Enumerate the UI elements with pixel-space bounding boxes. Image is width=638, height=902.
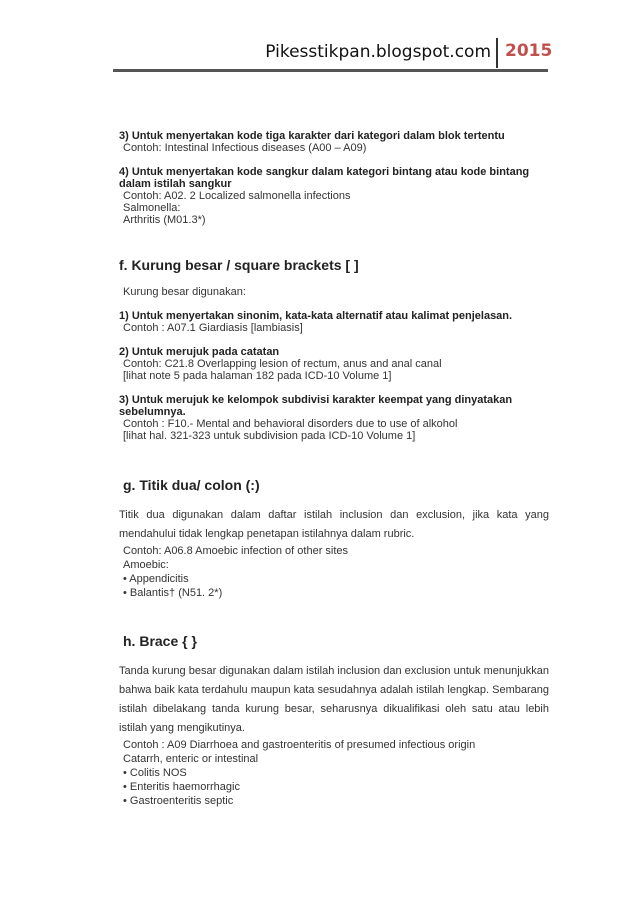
section-f-item3-title-line1: 3) Untuk merujuk ke kelompok subdivisi karakter keempat yang dinyatakan	[119, 394, 513, 406]
header-year: 2015	[505, 41, 553, 61]
section-g-paragraph: Titik dua digunakan dalam daftar istilah inclusion dan exclusion, jika kata yang mendahului tidak lengkap penetapan istilahnya dalam rubric.	[119, 509, 549, 540]
header-separator	[496, 38, 498, 68]
item4-title-line2: dalam istilah sangkur	[119, 178, 232, 190]
section-g-example-3: • Appendicitis	[123, 573, 189, 585]
section-h-example-5: • Gastroenteritis septic	[123, 795, 234, 807]
section-f-item2-example-1: Contoh: C21.8 Overlapping lesion of rectum, anus and anal canal	[123, 358, 442, 370]
section-f-intro: Kurung besar digunakan:	[123, 286, 246, 298]
section-g-example-1: Contoh: A06.8 Amoebic infection of other sites	[123, 545, 349, 557]
section-h-example-4: • Enteritis haemorrhagic	[123, 781, 240, 793]
section-h-example-1: Contoh : A09 Diarrhoea and gastroenteritis of presumed infectious origin	[123, 739, 476, 751]
item4-title-line1: 4) Untuk menyertakan kode sangkur dalam kategori bintang atau kode bintang	[119, 166, 530, 178]
section-g-example-4: • Balantis† (N51. 2*)	[123, 587, 223, 599]
item4-example-1: Contoh: A02. 2 Localized salmonella infections	[123, 190, 351, 202]
section-f-item2-example-2: [lihat note 5 pada halaman 182 pada ICD-10 Volume 1]	[123, 370, 392, 382]
header-rule	[113, 69, 548, 72]
item4-example-2: Salmonella:	[123, 202, 181, 214]
header-site-name: Pikesstikpan.blogspot.com	[265, 42, 491, 62]
page-header	[0, 38, 638, 72]
section-f-item3-title-line2: sebelumnya.	[119, 406, 186, 418]
section-f-item3-example-1: Contoh : F10.- Mental and behavioral disorders due to use of alkohol	[123, 418, 458, 430]
section-h-heading: h. Brace { }	[123, 633, 197, 649]
section-f-item3-example-2: [lihat hal. 321-323 untuk subdivision pada ICD-10 Volume 1]	[123, 430, 416, 442]
section-h-example-2: Catarrh, enteric or intestinal	[123, 753, 259, 765]
section-h-paragraph: Tanda kurung besar digunakan dalam istilah inclusion dan exclusion untuk menunjukkan bahwa baik kata terdahulu maupun kata sesudahnya adalah istilah lengkap. Sembarang istilah dibelakang tanda kurung besar, seharusnya dikualifikasi oleh satu atau lebih istilah yang mengikutinya.	[119, 665, 549, 734]
section-f-heading: f. Kurung besar / square brackets [ ]	[119, 257, 359, 273]
section-h-example-3: • Colitis NOS	[123, 767, 187, 779]
section-f-item2-title: 2) Untuk merujuk pada catatan	[119, 346, 280, 358]
section-f-item1-example: Contoh : A07.1 Giardiasis [lambiasis]	[123, 322, 303, 334]
section-g-heading: g. Titik dua/ colon (:)	[123, 477, 260, 493]
item3-title: 3) Untuk menyertakan kode tiga karakter dari kategori dalam blok tertentu	[119, 130, 505, 142]
document-body	[119, 130, 549, 808]
section-g-example-2: Amoebic:	[123, 559, 169, 571]
section-f-item1-title: 1) Untuk menyertakan sinonim, kata-kata alternatif atau kalimat penjelasan.	[119, 310, 513, 322]
item3-example: Contoh: Intestinal Infectious diseases (A00 – A09)	[123, 142, 367, 154]
item4-example-3: Arthritis (M01.3*)	[123, 214, 206, 226]
